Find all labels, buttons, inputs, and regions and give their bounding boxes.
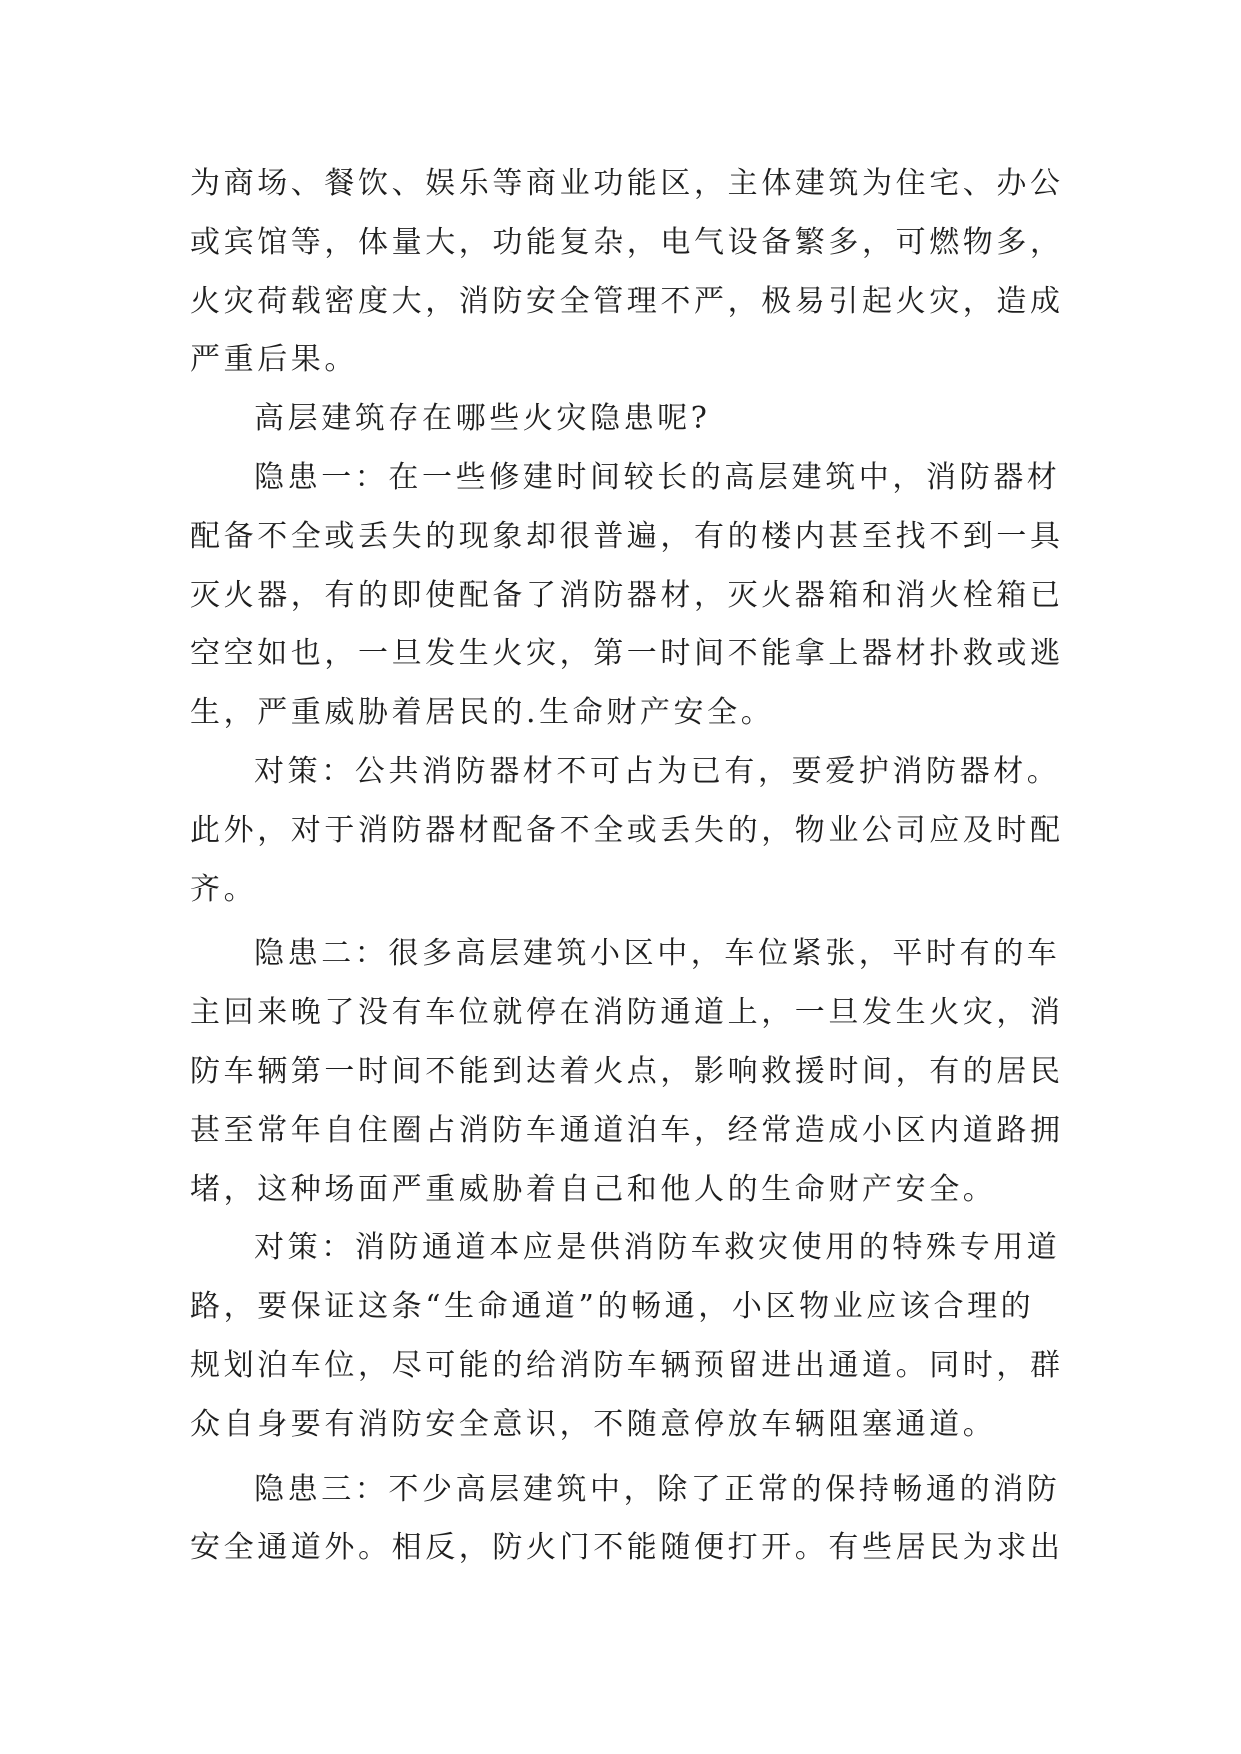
text-line: 为商场、餐饮、娱乐等商业功能区，主体建筑为住宅、办公 bbox=[190, 166, 1064, 201]
text-line: 生，严重威胁着居民的.生命财产安全。 bbox=[190, 695, 775, 731]
text-line: 灭火器，有的即使配备了消防器材，灭火器箱和消火栓箱已 bbox=[190, 577, 1064, 613]
text-line: 空空如也，一旦发生火灾，第一时间不能拿上器材扑救或逃 bbox=[190, 636, 1064, 672]
text-line: 火灾荷载密度大，消防安全管理不严，极易引起火灾，造成 bbox=[190, 283, 1064, 319]
text-line: 规划泊车位，尽可能的给消防车辆预留进出通道。同时，群 bbox=[190, 1347, 1064, 1383]
hazard-heading-line: 隐患一：在一些修建时间较长的高层建筑中，消防器材 bbox=[254, 459, 1061, 495]
text-line: 众自身要有消防安全意识，不随意停放车辆阻塞通道。 bbox=[190, 1406, 997, 1442]
section-question: 高层建筑存在哪些火灾隐患呢? bbox=[254, 401, 711, 437]
text-line: 路，要保证这条“生命通道”的畅通，小区物业应该合理的 bbox=[190, 1289, 1035, 1325]
text-line: 齐。 bbox=[190, 871, 258, 907]
countermeasure-heading-line: 对策：公共消防器材不可占为已有，要爱护消防器材。 bbox=[254, 753, 1061, 789]
countermeasure-heading-line: 对策：消防通道本应是供消防车救灾使用的特殊专用道 bbox=[254, 1230, 1061, 1266]
text-line: 主回来晚了没有车位就停在消防通道上，一旦发生火灾，消 bbox=[190, 995, 1064, 1031]
text-line: 配备不全或丢失的现象却很普遍，有的楼内甚至找不到一具 bbox=[190, 518, 1064, 554]
text-line: 此外，对于消防器材配备不全或丢失的，物业公司应及时配 bbox=[190, 812, 1064, 848]
text-line: 甚至常年自住圈占消防车通道泊车，经常造成小区内道路拥 bbox=[190, 1112, 1064, 1148]
text-line: 或宾馆等，体量大，功能复杂，电气设备繁多，可燃物多， bbox=[190, 224, 1064, 260]
document-body bbox=[190, 155, 1070, 1578]
text-line: 严重后果。 bbox=[190, 342, 358, 378]
hazard-heading-line: 隐患三：不少高层建筑中，除了正常的保持畅通的消防 bbox=[254, 1471, 1061, 1507]
hazard-heading-line: 隐患二：很多高层建筑小区中，车位紧张，平时有的车 bbox=[254, 936, 1061, 972]
text-line: 安全通道外。相反，防火门不能随便打开。有些居民为求出 bbox=[190, 1530, 1064, 1566]
text-line: 防车辆第一时间不能到达着火点，影响救援时间，有的居民 bbox=[190, 1053, 1064, 1089]
text-line: 堵，这种场面严重威胁着自己和他人的生命财产安全。 bbox=[190, 1171, 997, 1207]
